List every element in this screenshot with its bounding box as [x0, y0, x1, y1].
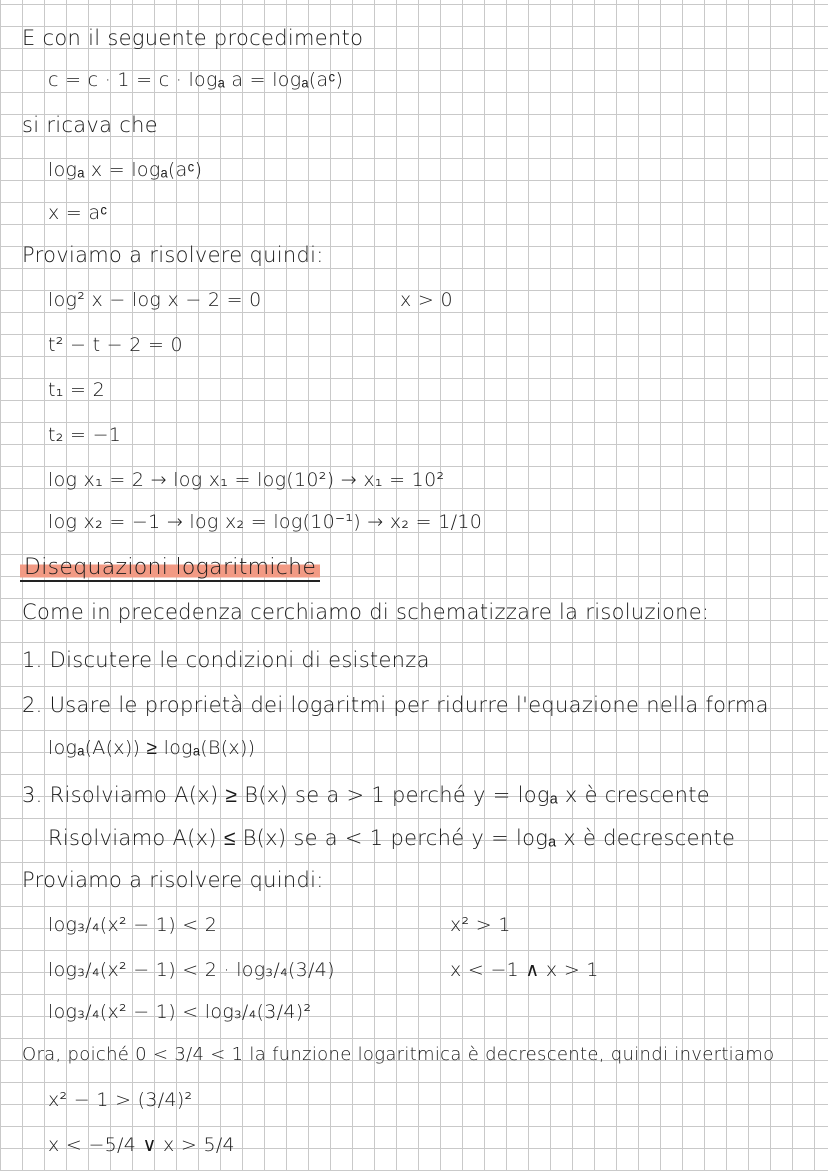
- equation-line: log₃/₄(x² − 1) < log₃/₄(3/4)²: [48, 1001, 312, 1023]
- text-line: Ora, poiché 0 < 3/4 < 1 la funzione logaritmica è decrescente, quindi invertiamo: [22, 1044, 775, 1065]
- list-item: 2. Usare le proprietà dei logaritmi per ridurre l'equazione nella forma: [22, 693, 769, 717]
- equation-line: logₐ x = logₐ(aᶜ): [48, 159, 203, 181]
- text-line: Proviamo a risolvere quindi:: [22, 868, 324, 892]
- condition-note: x² > 1: [450, 914, 511, 936]
- list-item: 1. Discutere le condizioni di esistenza: [22, 648, 430, 672]
- equation-line: x² − 1 > (3/4)²: [48, 1089, 193, 1111]
- equation-line: log x₁ = 2 → log x₁ = log(10²) → x₁ = 10²: [48, 469, 445, 491]
- list-item: Risolviamo A(x) ≤ B(x) se a < 1 perché y = logₐ x è decrescente: [48, 826, 736, 850]
- equation-line: t₂ = −1: [48, 424, 122, 446]
- equation-line: c = c · 1 = c · logₐ a = logₐ(aᶜ): [48, 69, 344, 91]
- equation-line: logₐ(A(x)) ≥ logₐ(B(x)): [48, 737, 256, 759]
- condition-note: x > 0: [400, 289, 453, 311]
- list-item: 3. Risolviamo A(x) ≥ B(x) se a > 1 perché y = logₐ x è crescente: [22, 783, 710, 807]
- equation-line: x < −5/4 ∨ x > 5/4: [48, 1134, 235, 1156]
- equation-line: log₃/₄(x² − 1) < 2: [48, 914, 218, 936]
- text-line: Proviamo a risolvere quindi:: [22, 243, 324, 267]
- equation-line: t² − t − 2 = 0: [48, 334, 183, 356]
- equation-line: x = aᶜ: [48, 202, 108, 224]
- equation-line: log² x − log x − 2 = 0: [48, 289, 262, 311]
- text-line: Come in precedenza cerchiamo di schematizzare la risoluzione:: [22, 600, 710, 624]
- equation-line: log x₂ = −1 → log x₂ = log(10⁻¹) → x₂ = 1/10: [48, 511, 483, 533]
- text-line: si ricava che: [22, 113, 158, 137]
- equation-line: log₃/₄(x² − 1) < 2 · log₃/₄(3/4): [48, 959, 335, 981]
- condition-note: x < −1 ∧ x > 1: [450, 959, 599, 981]
- text-line: E con il seguente procedimento: [22, 26, 364, 50]
- equation-line: t₁ = 2: [48, 379, 105, 401]
- section-heading: Disequazioni logaritmiche: [20, 556, 320, 582]
